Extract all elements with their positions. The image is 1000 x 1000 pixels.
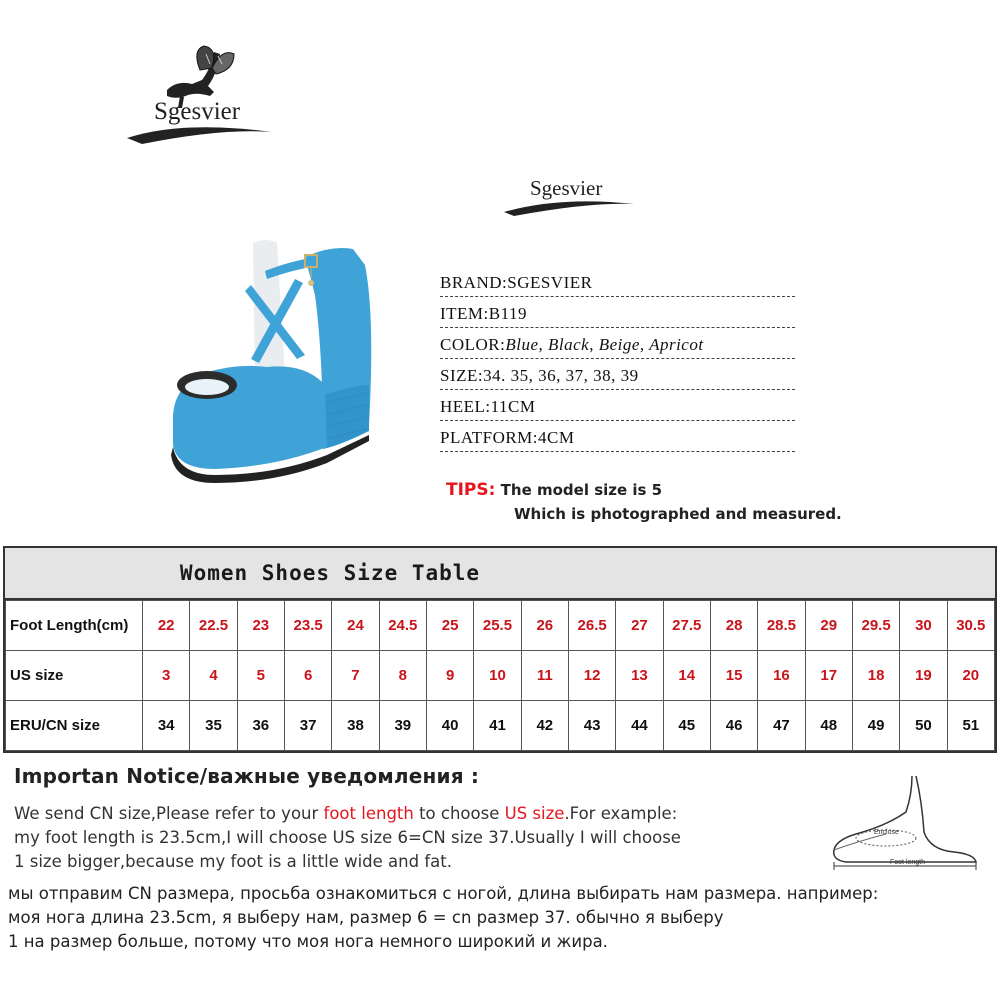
spec-size (440, 359, 795, 390)
size-cell: 26 (521, 601, 568, 651)
size-cell: 51 (947, 701, 994, 751)
spec-brand (440, 266, 795, 297)
size-cell: 22.5 (190, 601, 237, 651)
spec-value: 11CM (490, 397, 536, 416)
size-cell: 27 (616, 601, 663, 651)
spec-value: B119 (488, 304, 527, 323)
foot-label-length: Foot length (890, 859, 926, 866)
size-cell: 48 (805, 701, 852, 751)
size-cell: 22 (143, 601, 190, 651)
size-grid (5, 600, 995, 751)
spec-key: PLATFORM: (440, 428, 539, 447)
notice-en-line-1 (14, 802, 681, 826)
swoosh-icon (500, 172, 640, 222)
notice-en-line-2: my foot length is 23.5cm,I will choose US size 6=CN size 37.Usually I will choose (14, 828, 681, 847)
spec-value: Blue, Black, Beige, Apricot (505, 335, 704, 354)
size-cell: 26.5 (568, 601, 615, 651)
spec-value: SGESVIER (507, 273, 593, 292)
spec-heel (440, 390, 795, 421)
size-cell: 10 (474, 651, 521, 701)
brand-logo (122, 40, 282, 160)
size-cell: 46 (710, 701, 757, 751)
tips-label: TIPS: (446, 480, 496, 500)
size-cell: 34 (143, 701, 190, 751)
size-cell: 45 (663, 701, 710, 751)
size-cell: 23.5 (284, 601, 331, 651)
size-cell: 12 (568, 651, 615, 701)
product-specs (440, 266, 795, 452)
size-table-title-text: Women Shoes Size Table (179, 561, 481, 585)
size-cell: 30.5 (947, 601, 994, 651)
spec-key: SIZE: (440, 366, 484, 385)
size-row (6, 601, 995, 651)
size-row (6, 651, 995, 701)
size-cell: 41 (474, 701, 521, 751)
size-cell: 8 (379, 651, 426, 701)
size-cell: 42 (521, 701, 568, 751)
size-cell: 50 (900, 701, 947, 751)
tips-block (446, 478, 842, 526)
size-cell: 14 (663, 651, 710, 701)
size-cell: 35 (190, 701, 237, 751)
size-row (6, 701, 995, 751)
spec-value: 34. 35, 36, 37, 38, 39 (483, 366, 639, 385)
size-cell: 47 (758, 701, 805, 751)
size-cell: 28.5 (758, 601, 805, 651)
notice-text: .For example: (564, 804, 678, 823)
notice-text: We send CN size,Please refer to your (14, 804, 324, 823)
size-cell: 23 (237, 601, 284, 651)
size-cell: 24.5 (379, 601, 426, 651)
notice-russian (8, 882, 878, 954)
size-cell: 38 (332, 701, 379, 751)
foot-label-enclose: Enclose (874, 829, 899, 836)
notice-english (14, 802, 681, 874)
size-cell: 6 (284, 651, 331, 701)
size-cell: 18 (852, 651, 899, 701)
brand-logo-small (500, 172, 640, 222)
size-cell: 17 (805, 651, 852, 701)
size-cell: 30 (900, 601, 947, 651)
size-cell: 9 (426, 651, 473, 701)
size-cell: 28 (710, 601, 757, 651)
size-cell: 27.5 (663, 601, 710, 651)
size-row-label: ERU/CN size (6, 701, 143, 751)
size-cell: 5 (237, 651, 284, 701)
size-cell: 29.5 (852, 601, 899, 651)
size-cell: 13 (616, 651, 663, 701)
spec-color (440, 328, 795, 359)
size-cell: 49 (852, 701, 899, 751)
size-cell: 39 (379, 701, 426, 751)
tips-line-2: Which is photographed and measured. (514, 505, 842, 523)
size-row-label: US size (6, 651, 143, 701)
size-table (3, 546, 997, 753)
size-cell: 37 (284, 701, 331, 751)
notice-ru-line-2: моя нога длина 23.5cm, я выберу нам, размер 6 = cn размер 37. обычно я выберу (8, 908, 724, 927)
size-cell: 44 (616, 701, 663, 751)
size-table-title (5, 548, 995, 600)
spec-key: COLOR: (440, 335, 506, 354)
size-cell: 36 (237, 701, 284, 751)
size-row-label: Foot Length(cm) (6, 601, 143, 651)
brand-name-small: Sgesvier (530, 176, 603, 200)
notice-en-line-3: 1 size bigger,because my foot is a little wide and fat. (14, 852, 452, 871)
spec-key: ITEM: (440, 304, 489, 323)
notice-ru-line-1: мы отправим CN размера, просьба ознакомиться с ногой, длина выбирать нам размера. например: (8, 884, 879, 903)
size-cell: 25.5 (474, 601, 521, 651)
notice-highlight: US size (504, 804, 565, 823)
notice-text: to choose (413, 804, 505, 823)
notice-ru-line-3: 1 на размер больше, потому что моя нога немного широкий и жира. (8, 932, 608, 951)
tips-line-1: The model size is 5 (500, 481, 663, 499)
size-cell: 25 (426, 601, 473, 651)
size-cell: 29 (805, 601, 852, 651)
size-cell: 3 (143, 651, 190, 701)
spec-key: BRAND: (440, 273, 508, 292)
size-cell: 7 (332, 651, 379, 701)
size-cell: 19 (900, 651, 947, 701)
size-cell: 16 (758, 651, 805, 701)
size-cell: 40 (426, 701, 473, 751)
spec-key: HEEL: (440, 397, 491, 416)
notice-highlight: foot length (323, 804, 414, 823)
spec-platform (440, 421, 795, 452)
size-cell: 24 (332, 601, 379, 651)
brand-name: Sgesvier (154, 98, 241, 125)
spec-item (440, 297, 795, 328)
product-shoe-image (155, 235, 385, 485)
notice-title: Importan Notice/важные уведомления : (14, 764, 480, 788)
size-cell: 43 (568, 701, 615, 751)
spec-value: 4CM (538, 428, 575, 447)
size-cell: 11 (521, 651, 568, 701)
size-cell: 20 (947, 651, 994, 701)
size-cell: 4 (190, 651, 237, 701)
size-cell: 15 (710, 651, 757, 701)
foot-measure-diagram (826, 772, 986, 872)
